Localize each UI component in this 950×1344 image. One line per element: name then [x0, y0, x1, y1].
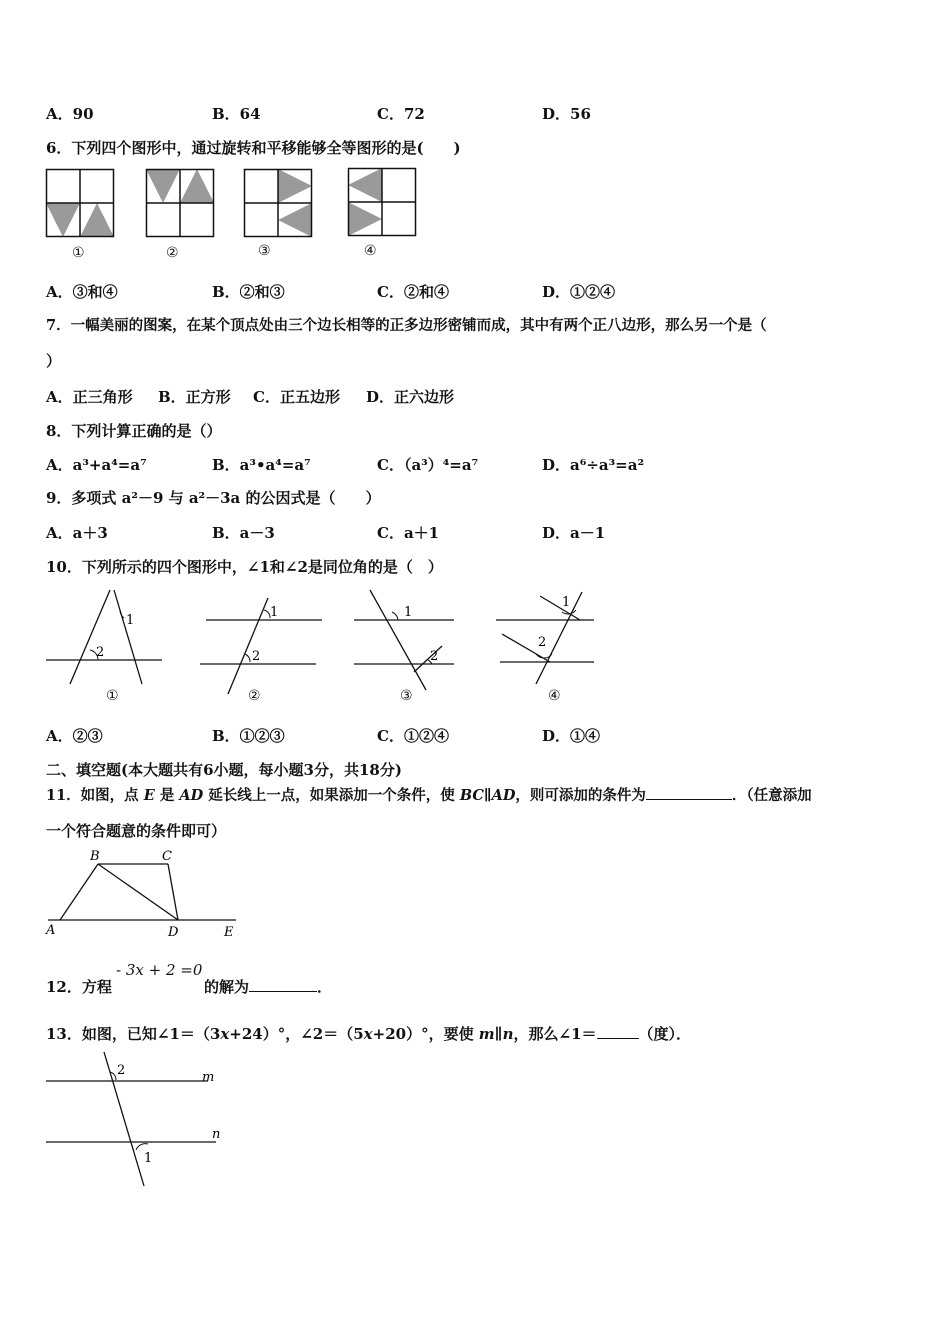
- q10-fig1-angle-2: 2: [96, 645, 105, 660]
- q6-figure-4: [348, 168, 416, 236]
- q9-option-a: A．a＋3: [46, 524, 108, 542]
- q6-fig-label-4: ④: [364, 243, 377, 259]
- q5-option-b: B．64: [212, 105, 261, 123]
- q7-option-c: C．正五边形: [253, 388, 340, 406]
- section2-title: 二、填空题(本大题共有6小题，每小题3分，共18分): [46, 761, 402, 779]
- q6-option-a: A．③和④: [46, 283, 118, 301]
- q6-fig-label-3: ③: [258, 243, 271, 259]
- q13-angle-1: 1: [144, 1151, 153, 1166]
- q6-option-d: D．①②④: [542, 283, 616, 301]
- q13-line-m: m: [202, 1070, 215, 1085]
- q13-angle-2: 2: [117, 1063, 126, 1078]
- q5-option-a: A．90: [46, 105, 94, 123]
- q11-point-C: C: [162, 849, 172, 864]
- q6-fig-label-1: ①: [72, 245, 85, 261]
- q10-option-d: D．①④: [542, 727, 601, 745]
- q11-stem-line1: 11．如图，点 E 是 AD 延长线上一点，如果添加一个条件，使 BC∥AD，则可添加的条件为 ．（任意添加: [46, 787, 812, 804]
- q6-stem: 6．下列四个图形中，通过旋转和平移能够全等图形的是( ): [46, 139, 461, 157]
- q7-stem-line1: 7．一幅美丽的图案，在某个顶点处由三个边长相等的正多边形密铺而成，其中有两个正八边形，那么另一个是（: [46, 317, 767, 334]
- q13-line-n: n: [212, 1127, 221, 1142]
- q12-answer-blank[interactable]: [249, 977, 317, 992]
- q10-figure-2: [198, 596, 328, 696]
- q11-figure: [44, 848, 244, 942]
- q10-fig4-angle-2: 2: [538, 635, 547, 650]
- q9-option-b: B．a－3: [212, 524, 275, 542]
- q10-fig2-angle-1: 1: [270, 605, 279, 620]
- q11-point-E: E: [224, 925, 234, 940]
- q10-option-a: A．②③: [46, 727, 103, 745]
- q13-answer-blank[interactable]: [597, 1024, 639, 1039]
- q10-option-b: B．①②③: [212, 727, 285, 745]
- q13-stem: 13．如图，已知∠1＝（3x+24）°，∠2＝（5x+20）°，要使 m∥n，那么∠1＝ （度）．: [46, 1025, 692, 1043]
- q8-option-b: B．a³•a⁴=a⁷: [212, 456, 311, 474]
- q10-fig-label-3: ③: [400, 688, 413, 704]
- q9-stem: 9．多项式 a²－9 与 a²－3a 的公因式是（ ）: [46, 489, 381, 507]
- q6-option-b: B．②和③: [212, 283, 285, 301]
- q6-figure-1: [46, 169, 114, 237]
- q10-fig3-angle-1: 1: [404, 605, 413, 620]
- q8-option-d: D．a⁶÷a³=a²: [542, 456, 645, 474]
- q12-equation: - 3x + 2 =0: [116, 961, 203, 979]
- q5-option-c: C．72: [377, 105, 425, 123]
- q7-option-a: A．正三角形: [46, 388, 133, 406]
- q6-figure-3: [244, 169, 312, 237]
- q10-fig4-angle-1: 1: [562, 595, 571, 610]
- q6-fig-label-2: ②: [166, 245, 179, 261]
- q5-option-d: D．56: [542, 105, 591, 123]
- q11-point-B: B: [90, 849, 100, 864]
- q7-option-b: B．正方形: [158, 388, 231, 406]
- q13-figure: [44, 1050, 234, 1190]
- q10-fig3-angle-2: 2: [430, 649, 439, 664]
- q11-stem-line2: 一个符合题意的条件即可）: [46, 822, 227, 840]
- q7-stem-line2: ）: [46, 352, 62, 370]
- q9-option-d: D．a－1: [542, 524, 606, 542]
- q8-stem: 8．下列计算正确的是（）: [46, 422, 222, 440]
- q7-option-d: D．正六边形: [366, 388, 455, 406]
- q10-option-c: C．①②④: [377, 727, 449, 745]
- q10-fig-label-4: ④: [548, 688, 561, 704]
- q10-figure-3: [352, 588, 462, 692]
- q10-figure-4: [496, 590, 600, 690]
- q9-option-c: C．a＋1: [377, 524, 440, 542]
- q6-option-c: C．②和④: [377, 283, 449, 301]
- q8-option-a: A．a³+a⁴=a⁷: [46, 456, 147, 474]
- q12-prefix: 12．方程: [46, 978, 112, 996]
- q10-figure-1: [46, 588, 166, 688]
- q10-fig-label-2: ②: [248, 688, 261, 704]
- q10-fig2-angle-2: 2: [252, 649, 261, 664]
- q6-figure-2: [146, 169, 214, 237]
- q12-suffix: 的解为 ．: [204, 978, 333, 996]
- q10-stem: 10．下列所示的四个图形中，∠1和∠2是同位角的是（ ）: [46, 558, 443, 576]
- q10-fig1-angle-1: 1: [126, 613, 135, 628]
- q11-point-A: A: [46, 923, 56, 938]
- q11-answer-blank[interactable]: [646, 785, 732, 800]
- q11-point-D: D: [168, 925, 179, 940]
- q8-option-c: C．（a³）⁴=a⁷: [377, 456, 479, 474]
- q10-fig-label-1: ①: [106, 688, 119, 704]
